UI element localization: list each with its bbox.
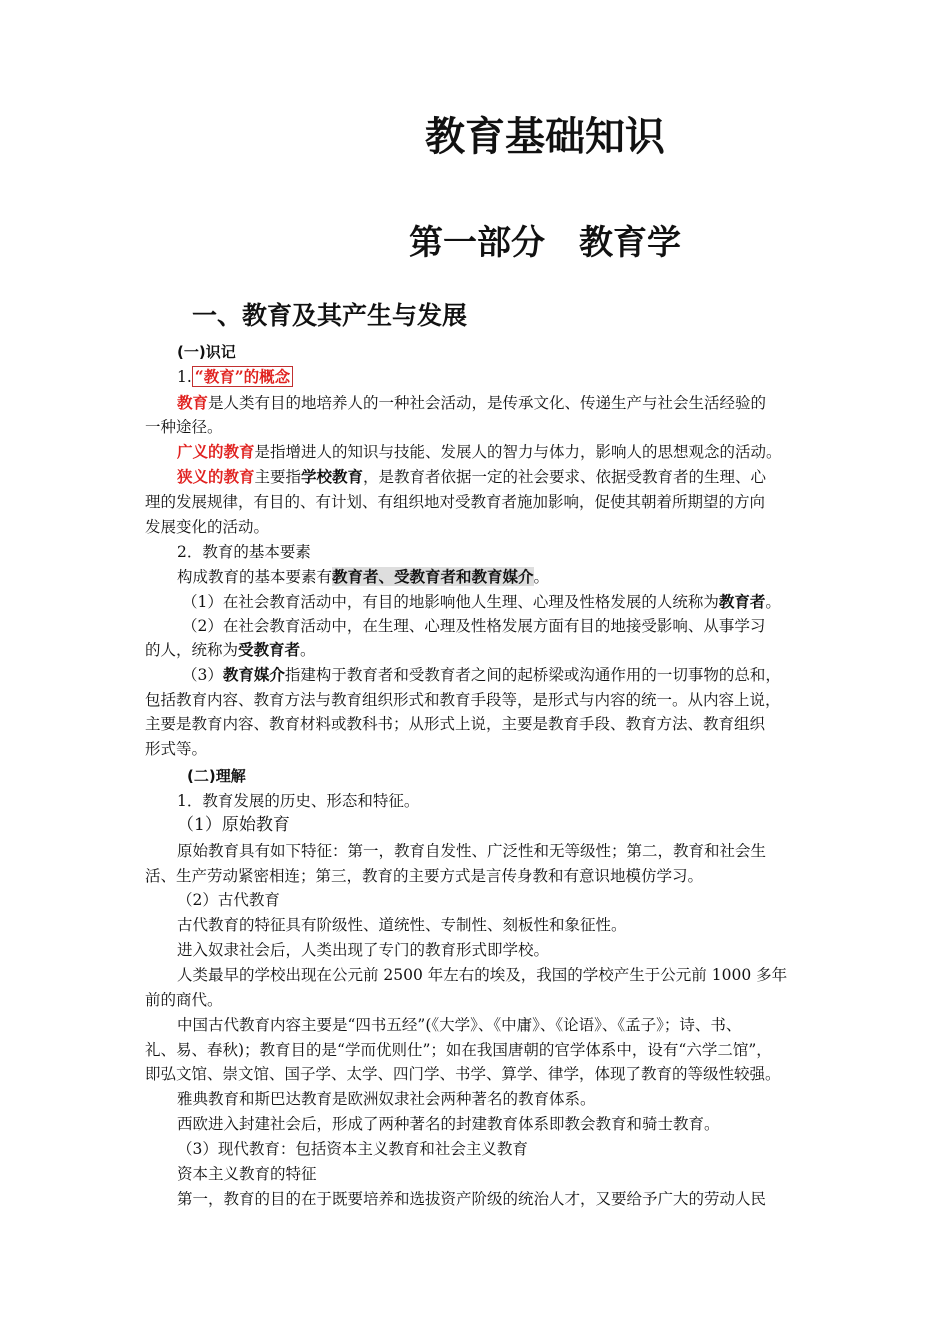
item-heading: 1. “教育”的概念 <box>177 365 842 389</box>
concept-box: “教育”的概念 <box>192 366 293 387</box>
paragraph-line: 礼、易、春秋)；教育目的是“学而优则仕”；如在我国唐朝的官学体系中，设有“六学二馆”， <box>145 1041 772 1059</box>
paragraph-line: 理的发展规律，有目的、有计划、有组织地对受教育者施加影响，促使其朝着所期望的方向 <box>145 493 766 511</box>
paragraph-line: （3）教育媒介指建构于教育者和受教育者之间的起桥梁或沟通作用的一切事物的总和， <box>182 665 781 684</box>
paragraph-line: 古代教育的特征具有阶级性、道统性、专制性、刻板性和象征性。 <box>177 916 627 934</box>
document-title: 教育基础知识 <box>425 114 665 160</box>
paragraph-line: 雅典教育和斯巴达教育是欧洲奴隶社会两种著名的教育体系。 <box>177 1090 596 1108</box>
part-heading: 第一部分 教育学 <box>409 223 681 263</box>
paragraph-line: 人类最早的学校出现在公元前 2500 年左右的埃及，我国的学校产生于公元前 1000 多年 <box>177 966 788 984</box>
paragraph-line: 狭义的教育主要指学校教育，是教育者依据一定的社会要求、依据受教育者的生理、心 <box>177 467 767 486</box>
paragraph-line: 主要是教育内容、教育材料或教科书；从形式上说，主要是教育手段、教育方法、教育组织 <box>145 715 766 733</box>
subheading: （1）原始教育 <box>177 815 290 835</box>
paragraph-line: 活、生产劳动紧密相连；第三，教育的主要方式是言传身教和有意识地模仿学习。 <box>145 867 704 885</box>
section-heading: 一、教育及其产生与发展 <box>192 301 468 330</box>
paragraph-line: 的人，统称为受教育者。 <box>145 640 316 659</box>
paragraph-line: 前的商代。 <box>145 991 223 1009</box>
paragraph-line: 一种途径。 <box>145 418 223 436</box>
paragraph-line: 即弘文馆、崇文馆、国子学、太学、四门学、书学、算学、律学，体现了教育的等级性较强。 <box>145 1065 781 1083</box>
paragraph-line: 广义的教育是指增进人的知识与技能、发展人的智力与体力，影响人的思想观念的活动。 <box>177 442 782 461</box>
paragraph-line: 原始教育具有如下特征：第一，教育自发性、广泛性和无等级性；第二，教育和社会生 <box>177 842 767 860</box>
subsection-heading: (二)理解 <box>187 767 246 785</box>
highlighted-text: 教育者、受教育者和教育媒介 <box>332 567 534 586</box>
paragraph-line: 发展变化的活动。 <box>145 518 270 536</box>
paragraph-line: 教育是人类有目的地培养人的一种社会活动，是传承文化、传递生产与社会生活经验的 <box>177 393 767 412</box>
item-heading: 1．教育发展的历史、形态和特征。 <box>177 792 420 810</box>
subheading: 资本主义教育的特征 <box>177 1165 317 1183</box>
paragraph-line: 第一，教育的目的在于既要培养和选拔资产阶级的统治人才，又要给予广大的劳动人民 <box>177 1190 767 1208</box>
paragraph-line: 形式等。 <box>145 740 208 758</box>
paragraph-line: 西欧进入封建社会后，形成了两种著名的封建教育体系即教会教育和骑士教育。 <box>177 1115 720 1133</box>
subheading: （2）古代教育 <box>177 891 280 909</box>
paragraph-line: （2）在社会教育活动中，在生理、心理及性格发展方面有目的地接受影响、从事学习 <box>182 617 766 635</box>
subheading: （3）现代教育：包括资本主义教育和社会主义教育 <box>177 1140 528 1158</box>
paragraph-line: 包括教育内容、教育方法与教育组织形式和教育手段等，是形式与内容的统一。从内容上说， <box>145 691 781 709</box>
item-heading: 2．教育的基本要素 <box>177 543 311 561</box>
paragraph-line: 中国古代教育内容主要是“四书五经”(《大学》、《中庸》、《论语》、《孟子》；诗、书、 <box>177 1016 742 1034</box>
paragraph-line: （1）在社会教育活动中，有目的地影响他人生理、心理及性格发展的人统称为教育者。 <box>182 592 781 611</box>
subsection-heading: (一)识记 <box>177 343 236 361</box>
paragraph-line: 进入奴隶社会后，人类出现了专门的教育形式即学校。 <box>177 941 550 959</box>
paragraph-line: 构成教育的基本要素有教育者、受教育者和教育媒介。 <box>177 567 550 586</box>
